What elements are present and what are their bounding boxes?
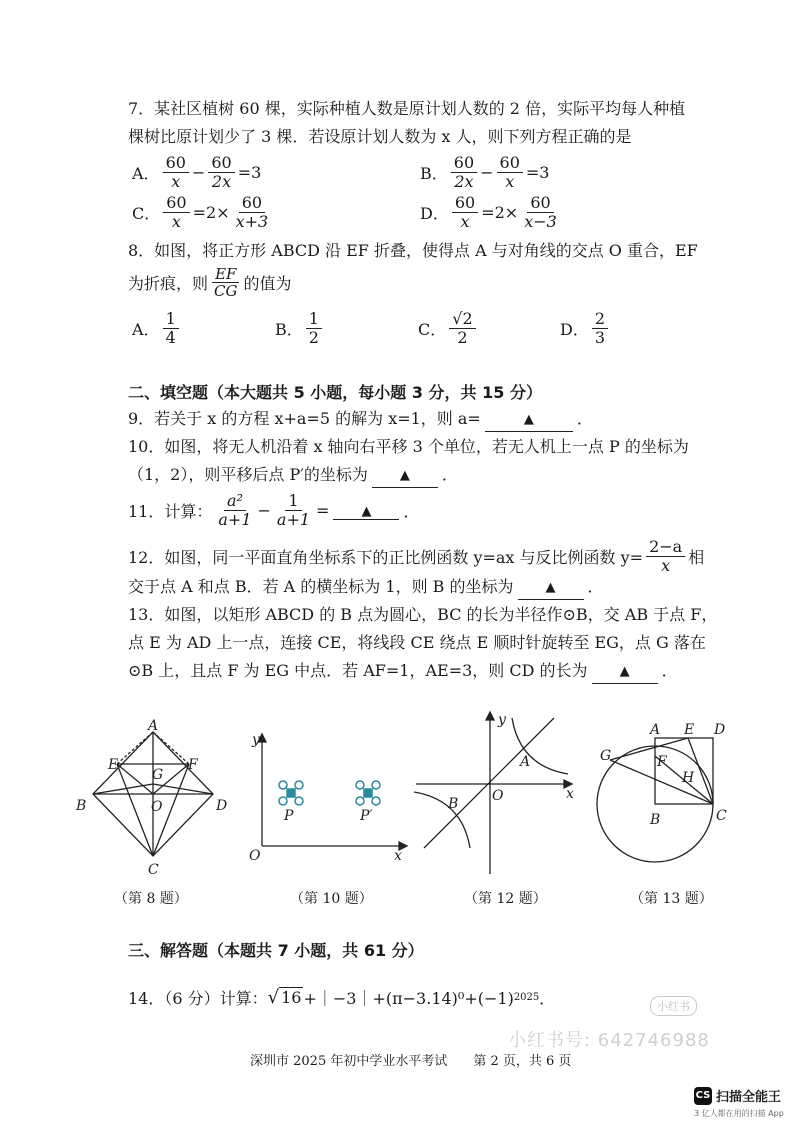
q13-line1: 13．如图，以矩形 ABCD 的 B 点为圆心，BC 的长为半径作⊙B，交 AB 于点 F， — [128, 605, 718, 624]
caption-fig12: （第 12 题） — [464, 891, 547, 907]
label-e: E — [108, 757, 119, 773]
q14: 14．（6 分）计算： √ 16 +｜−3｜+(π−3.14)⁰+(−1) 2025 ． — [128, 987, 556, 1008]
q7-line2: 棵树比原计划少了 3 棵．若设原计划人数为 x 人，则下列方程正确的是 — [128, 127, 632, 146]
label-a: A — [520, 754, 531, 770]
label-g: G — [600, 748, 612, 764]
caption-fig8: （第 8 题） — [114, 891, 188, 907]
label-p-prime: P′ — [360, 808, 373, 824]
label-d: D — [714, 722, 726, 738]
q8-line1: 8．如图，将正方形 ABCD 沿 EF 折叠，使得点 A 与对角线的交点 O 重合，EF — [128, 241, 698, 260]
figure-13 — [592, 716, 742, 876]
figure-10 — [244, 728, 414, 868]
drone-p-prime — [356, 781, 380, 805]
label-f: F — [657, 754, 667, 770]
label-p: P — [284, 808, 294, 824]
q7-option-a: A． $\frac{60}{x}$ − $\frac{60}{2x}$ =3 — [132, 153, 262, 191]
label-f: F — [188, 757, 198, 773]
label-b: B — [448, 796, 459, 812]
sqrt-16: √ 16 — [267, 987, 302, 1008]
q11: 11．计算： $\frac{\text{a²}}{a+1}$ − $\frac{1}{a+1}$ = ▲ ． — [128, 491, 420, 529]
watermark-badge: 小红书 — [650, 996, 697, 1016]
q12-line2: 交于点 A 和点 B．若 A 的横坐标为 1，则 B 的坐标为 ▲ ． — [128, 576, 604, 601]
caption-fig10: （第 10 题） — [290, 891, 373, 907]
label-b: B — [76, 798, 87, 814]
label-c: C — [148, 862, 159, 878]
label-o: O — [249, 848, 261, 864]
label-y: y — [498, 712, 506, 728]
label-b: B — [650, 812, 661, 828]
q12-line1: 12．如图，同一平面直角坐标系下的正比例函数 y=ax 与反比例函数 y= $\frac{2-a}{x}$ 相 — [128, 537, 705, 575]
q7-option-d: D． $\frac{60}{x}$ =2× $\frac{60}{x-3}$ — [420, 193, 557, 231]
section-2-heading: 二、填空题（本大题共 5 小题，每小题 3 分，共 15 分） — [128, 383, 542, 402]
label-e: E — [684, 722, 695, 738]
q8-option-b: B． $\frac{1}{2}$ — [275, 310, 325, 347]
camscanner-logo — [694, 1086, 781, 1105]
label-d: D — [216, 798, 228, 814]
drone-p — [279, 781, 303, 805]
label-h: H — [682, 770, 695, 786]
app-tagline: 3 亿人都在用的扫描 App — [694, 1109, 784, 1118]
page-footer: 深圳市 2025 年初中学业水平考试 第 2 页，共 6 页 — [250, 1054, 572, 1069]
q8-option-d: D． $\frac{2}{3}$ — [560, 310, 611, 347]
watermark-text: 小红书号: 642746988 — [508, 1030, 710, 1051]
q7-option-b: B． $\frac{60}{2x}$ − $\frac{60}{x}$ =3 — [420, 153, 550, 191]
cs-icon: CS — [694, 1087, 712, 1105]
label-c: C — [716, 808, 727, 824]
label-x: x — [394, 848, 402, 864]
label-a: A — [650, 722, 661, 738]
q8-option-c: C． $\frac{√2}{2}$ — [418, 310, 479, 347]
q8-option-a: A． $\frac{1}{4}$ — [132, 310, 182, 347]
q10-line2: （1，2），则平移后点 P′的坐标为 ▲ ． — [128, 464, 458, 489]
q7-option-c: C． $\frac{60}{x}$ =2× $\frac{60}{x+3}$ — [132, 193, 269, 231]
label-x: x — [566, 786, 574, 802]
q13-line3: ⊙B 上，且点 F 为 EG 中点．若 AF=1，AE=3，则 CD 的长为 ▲ ． — [128, 660, 678, 685]
caption-fig13: （第 13 题） — [630, 891, 713, 907]
q9: 9．若关于 x 的方程 x+a=5 的解为 x=1，则 a= ▲ ． — [128, 408, 593, 433]
label-o: O — [151, 799, 163, 815]
label-a: A — [148, 718, 159, 734]
label-o: O — [492, 788, 504, 804]
app-name: 扫描全能王 — [716, 1090, 782, 1105]
q8-line2: 为折痕，则 $\frac{EF}{CG}$ 的值为 — [128, 265, 292, 300]
q7-line1: 7．某社区植树 60 棵，实际种植人数是原计划人数的 2 倍，实际平均每人种植 — [128, 99, 686, 118]
figure-12 — [414, 708, 584, 878]
q10-line1: 10．如图，将无人机沿着 x 轴向右平移 3 个单位，若无人机上一点 P 的坐标为 — [128, 437, 689, 456]
q13-line2: 点 E 为 AD 上一点，连接 CE，将线段 CE 绕点 E 顺时针旋转至 EG，点 G 落在 — [128, 633, 706, 652]
section-3-heading: 三、解答题（本题共 7 小题，共 61 分） — [128, 941, 424, 960]
label-g: G — [152, 767, 164, 783]
figure-8 — [70, 718, 235, 878]
label-y: y — [252, 732, 260, 748]
